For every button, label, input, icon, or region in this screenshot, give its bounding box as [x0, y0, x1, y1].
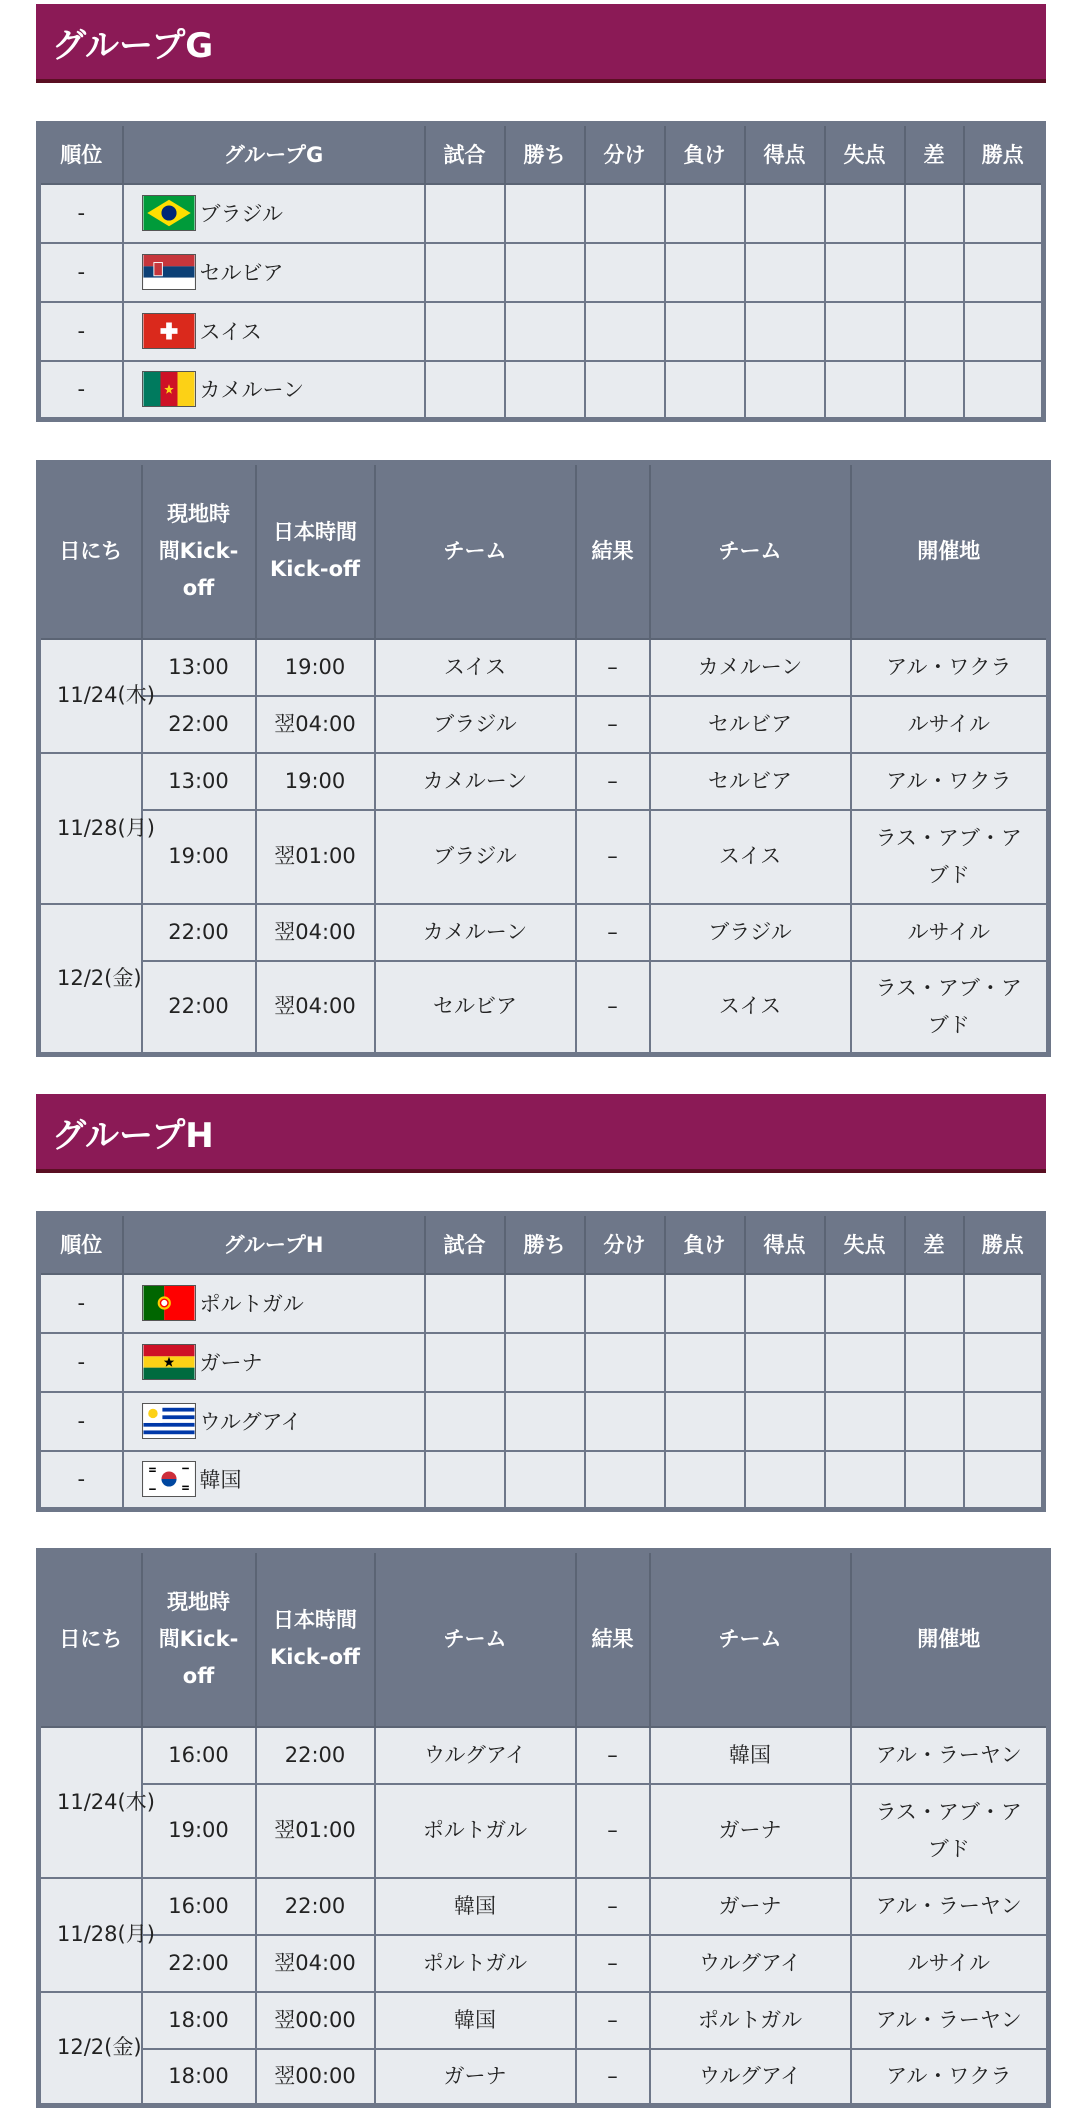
- local-time-cell: 22:00: [142, 961, 256, 1055]
- result-cell: –: [576, 1992, 650, 2049]
- header-group: グループG: [123, 124, 425, 184]
- header-japan-kickoff: 日本時間Kick-off: [256, 1551, 375, 1727]
- result-cell: –: [576, 1784, 650, 1878]
- header-played: 試合: [425, 124, 505, 184]
- team-cell: [123, 1274, 425, 1333]
- rank-cell: -: [39, 1392, 123, 1451]
- header-team-home: チーム: [375, 1551, 576, 1727]
- header-local-kickoff: 現地時間Kick-off: [142, 463, 256, 639]
- team-cell: [123, 302, 425, 361]
- japan-time-cell: 22:00: [256, 1727, 375, 1784]
- table-row: [39, 1935, 1049, 1992]
- table-row: [39, 810, 1049, 904]
- header-points: 勝点: [964, 1214, 1044, 1274]
- away-team-cell: ガーナ: [650, 1878, 851, 1935]
- header-team-away: チーム: [650, 463, 851, 639]
- team-name: スイス: [199, 320, 262, 344]
- venue-cell: アル・ラーヤン: [851, 1878, 1049, 1935]
- home-team-cell: ブラジル: [375, 696, 576, 753]
- rank-cell: -: [39, 361, 123, 420]
- result-cell: –: [576, 904, 650, 961]
- header-goal-diff: 差: [905, 1214, 964, 1274]
- header-rank: 順位: [39, 124, 123, 184]
- group-g-standings-table: [36, 121, 1046, 422]
- date-cell: 11/28(月): [39, 1878, 142, 1992]
- switzerland-flag-icon: [142, 313, 196, 349]
- schedule-header-row: [39, 1551, 1049, 1727]
- header-date: 日にち: [39, 463, 142, 639]
- header-goal-diff: 差: [905, 124, 964, 184]
- header-won: 勝ち: [505, 124, 585, 184]
- header-result: 結果: [576, 1551, 650, 1727]
- table-row: [39, 1274, 1044, 1333]
- venue-cell: ラス・アブ・アブド: [851, 1784, 1049, 1878]
- team-name: ウルグアイ: [199, 1410, 302, 1434]
- table-row: [39, 1992, 1049, 2049]
- home-team-cell: スイス: [375, 639, 576, 696]
- header-drawn: 分け: [585, 124, 665, 184]
- away-team-cell: ポルトガル: [650, 1992, 851, 2049]
- table-row: [39, 2049, 1049, 2106]
- team-name: ポルトガル: [199, 1292, 304, 1316]
- header-won: 勝ち: [505, 1214, 585, 1274]
- header-team-away: チーム: [650, 1551, 851, 1727]
- standings-header-row: [39, 124, 1044, 184]
- header-venue: 開催地: [851, 1551, 1049, 1727]
- ghana-flag-icon: [142, 1344, 196, 1380]
- local-time-cell: 16:00: [142, 1727, 256, 1784]
- local-time-cell: 13:00: [142, 639, 256, 696]
- home-team-cell: ガーナ: [375, 2049, 576, 2106]
- result-cell: –: [576, 753, 650, 810]
- result-cell: –: [576, 1935, 650, 1992]
- japan-time-cell: 翌04:00: [256, 696, 375, 753]
- local-time-cell: 18:00: [142, 2049, 256, 2106]
- local-time-cell: 19:00: [142, 810, 256, 904]
- result-cell: –: [576, 639, 650, 696]
- venue-cell: ルサイル: [851, 1935, 1049, 1992]
- japan-time-cell: 翌01:00: [256, 810, 375, 904]
- rank-cell: -: [39, 1333, 123, 1392]
- away-team-cell: 韓国: [650, 1727, 851, 1784]
- team-cell: [123, 243, 425, 302]
- header-date: 日にち: [39, 1551, 142, 1727]
- table-row: [39, 1784, 1049, 1878]
- header-result: 結果: [576, 463, 650, 639]
- date-cell: 11/24(木): [39, 639, 142, 753]
- rank-cell: -: [39, 302, 123, 361]
- team-cell: [123, 1392, 425, 1451]
- group-h-standings-table: [36, 1211, 1046, 1512]
- home-team-cell: 韓国: [375, 1992, 576, 2049]
- header-goals-for: 得点: [745, 124, 825, 184]
- team-cell: [123, 361, 425, 420]
- header-group: グループH: [123, 1214, 425, 1274]
- home-team-cell: ポルトガル: [375, 1935, 576, 1992]
- cameroon-flag-icon: [142, 371, 196, 407]
- japan-time-cell: 翌04:00: [256, 904, 375, 961]
- venue-cell: ラス・アブ・アブド: [851, 961, 1049, 1055]
- standings-header-row: [39, 1214, 1044, 1274]
- team-cell: [123, 184, 425, 243]
- japan-time-cell: 翌04:00: [256, 1935, 375, 1992]
- header-lost: 負け: [665, 1214, 745, 1274]
- table-row: [39, 1333, 1044, 1392]
- away-team-cell: ウルグアイ: [650, 2049, 851, 2106]
- table-row: [39, 184, 1044, 243]
- japan-time-cell: 翌00:00: [256, 2049, 375, 2106]
- header-venue: 開催地: [851, 463, 1049, 639]
- table-row: [39, 904, 1049, 961]
- rank-cell: -: [39, 1274, 123, 1333]
- home-team-cell: ポルトガル: [375, 1784, 576, 1878]
- header-goals-against: 失点: [825, 124, 905, 184]
- away-team-cell: スイス: [650, 961, 851, 1055]
- header-rank: 順位: [39, 1214, 123, 1274]
- local-time-cell: 22:00: [142, 904, 256, 961]
- home-team-cell: ウルグアイ: [375, 1727, 576, 1784]
- header-drawn: 分け: [585, 1214, 665, 1274]
- brazil-flag-icon: [142, 195, 196, 231]
- team-name: セルビア: [199, 261, 284, 285]
- venue-cell: アル・ワクラ: [851, 639, 1049, 696]
- japan-time-cell: 翌00:00: [256, 1992, 375, 2049]
- table-row: [39, 243, 1044, 302]
- team-cell: [123, 1451, 425, 1510]
- table-row: [39, 1727, 1049, 1784]
- uruguay-flag-icon: [142, 1403, 196, 1439]
- group-h-title: グループH: [36, 1094, 1046, 1173]
- table-row: [39, 696, 1049, 753]
- table-row: [39, 302, 1044, 361]
- local-time-cell: 22:00: [142, 1935, 256, 1992]
- venue-cell: アル・ワクラ: [851, 753, 1049, 810]
- local-time-cell: 22:00: [142, 696, 256, 753]
- venue-cell: アル・ワクラ: [851, 2049, 1049, 2106]
- venue-cell: ラス・アブ・アブド: [851, 810, 1049, 904]
- header-local-kickoff: 現地時間Kick-off: [142, 1551, 256, 1727]
- table-row: [39, 753, 1049, 810]
- table-row: [39, 1878, 1049, 1935]
- result-cell: –: [576, 2049, 650, 2106]
- home-team-cell: カメルーン: [375, 904, 576, 961]
- table-row: [39, 361, 1044, 420]
- away-team-cell: カメルーン: [650, 639, 851, 696]
- header-goals-for: 得点: [745, 1214, 825, 1274]
- date-cell: 12/2(金): [39, 1992, 142, 2106]
- header-lost: 負け: [665, 124, 745, 184]
- rank-cell: -: [39, 1451, 123, 1510]
- result-cell: –: [576, 961, 650, 1055]
- away-team-cell: ウルグアイ: [650, 1935, 851, 1992]
- group-g-title: グループG: [36, 4, 1046, 83]
- date-cell: 12/2(金): [39, 904, 142, 1055]
- venue-cell: ルサイル: [851, 696, 1049, 753]
- away-team-cell: スイス: [650, 810, 851, 904]
- date-cell: 11/28(月): [39, 753, 142, 904]
- result-cell: –: [576, 1727, 650, 1784]
- local-time-cell: 18:00: [142, 1992, 256, 2049]
- south-korea-flag-icon: [142, 1461, 196, 1497]
- header-japan-kickoff: 日本時間Kick-off: [256, 463, 375, 639]
- home-team-cell: 韓国: [375, 1878, 576, 1935]
- local-time-cell: 13:00: [142, 753, 256, 810]
- venue-cell: ルサイル: [851, 904, 1049, 961]
- venue-cell: アル・ラーヤン: [851, 1992, 1049, 2049]
- home-team-cell: カメルーン: [375, 753, 576, 810]
- result-cell: –: [576, 1878, 650, 1935]
- rank-cell: -: [39, 243, 123, 302]
- header-played: 試合: [425, 1214, 505, 1274]
- group-g-schedule-table: [36, 460, 1051, 1057]
- japan-time-cell: 19:00: [256, 639, 375, 696]
- local-time-cell: 16:00: [142, 1878, 256, 1935]
- header-goals-against: 失点: [825, 1214, 905, 1274]
- header-points: 勝点: [964, 124, 1044, 184]
- team-name: 韓国: [199, 1468, 242, 1493]
- local-time-cell: 19:00: [142, 1784, 256, 1878]
- team-name: カメルーン: [199, 378, 305, 403]
- team-name: ブラジル: [199, 202, 283, 226]
- table-row: [39, 961, 1049, 1055]
- japan-time-cell: 翌04:00: [256, 961, 375, 1055]
- team-name: ガーナ: [199, 1351, 263, 1375]
- result-cell: –: [576, 810, 650, 904]
- japan-time-cell: 22:00: [256, 1878, 375, 1935]
- away-team-cell: ブラジル: [650, 904, 851, 961]
- venue-cell: アル・ラーヤン: [851, 1727, 1049, 1784]
- table-row: [39, 639, 1049, 696]
- team-cell: [123, 1333, 425, 1392]
- away-team-cell: セルビア: [650, 753, 851, 810]
- portugal-flag-icon: [142, 1285, 196, 1321]
- japan-time-cell: 翌01:00: [256, 1784, 375, 1878]
- result-cell: –: [576, 696, 650, 753]
- home-team-cell: ブラジル: [375, 810, 576, 904]
- home-team-cell: セルビア: [375, 961, 576, 1055]
- rank-cell: -: [39, 184, 123, 243]
- header-team-home: チーム: [375, 463, 576, 639]
- table-row: [39, 1392, 1044, 1451]
- away-team-cell: セルビア: [650, 696, 851, 753]
- japan-time-cell: 19:00: [256, 753, 375, 810]
- group-h-schedule-table: [36, 1548, 1051, 2108]
- date-cell: 11/24(木): [39, 1727, 142, 1878]
- schedule-header-row: [39, 463, 1049, 639]
- serbia-flag-icon: [142, 254, 196, 290]
- away-team-cell: ガーナ: [650, 1784, 851, 1878]
- table-row: [39, 1451, 1044, 1510]
